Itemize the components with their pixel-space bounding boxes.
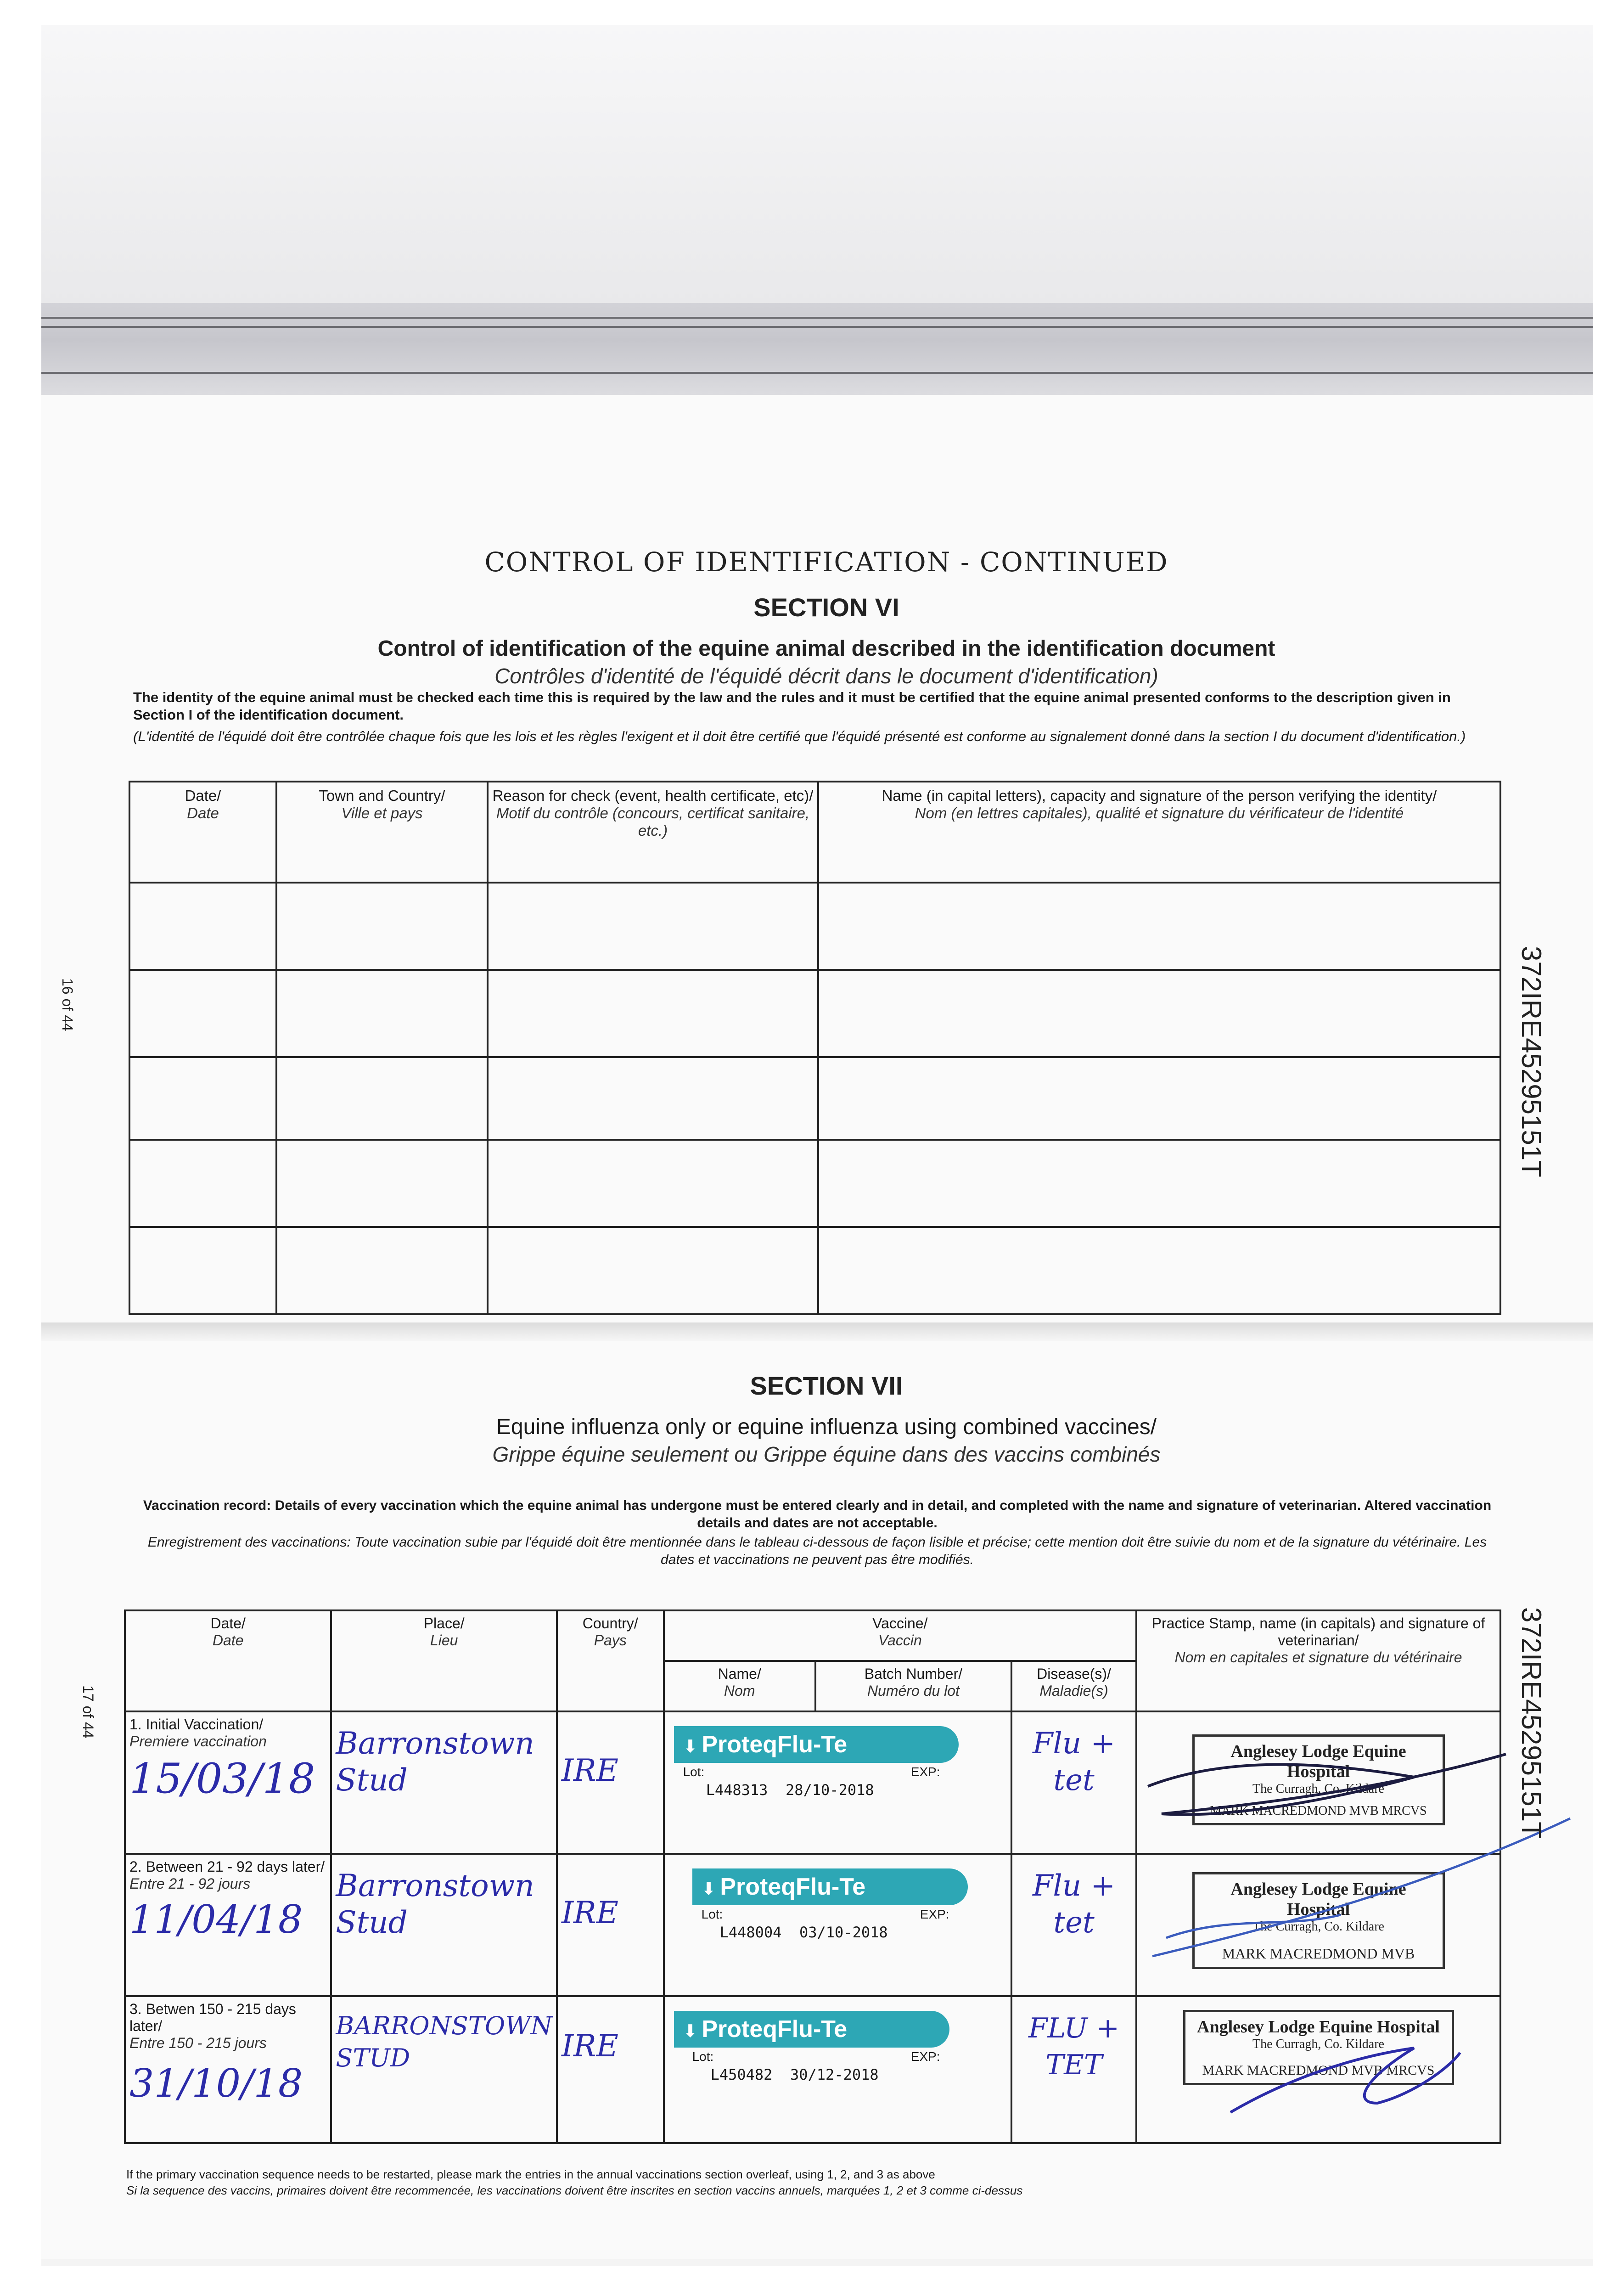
place-cell[interactable] bbox=[331, 1711, 557, 1854]
date-cell[interactable] bbox=[125, 1996, 331, 2143]
table-header-row bbox=[125, 1610, 1500, 1661]
vaccination-record-text-fr: Enregistrement des vaccinations: Toute vaccination subie par l'équidé doit être mentionnée dans le tableau ci-dessous de façon lisible et précise; cette mention doit être suivie du nom et de la signature du vétérinaire. Les dates et vaccinations ne peuvent pas être modifiés. bbox=[147, 1535, 1487, 1567]
row-label: 1. Initial Vaccination/ bbox=[129, 1716, 264, 1733]
section-subtitle-fr: Contrôles d'identité de l'équidé décrit dans le document d'identification) bbox=[494, 664, 1158, 688]
table-row[interactable] bbox=[129, 883, 1500, 970]
date-cell[interactable] bbox=[125, 1854, 331, 1996]
vaccine-label bbox=[692, 1868, 968, 1905]
lot-number: L448004 03/10-2018 bbox=[719, 1924, 888, 1941]
vaccine-arrow-icon: ⬇ bbox=[701, 1880, 716, 1899]
lot-exp-labels: Lot: EXP: bbox=[701, 1907, 949, 1921]
column-place: Place/ Lieu bbox=[331, 1610, 557, 1711]
page-number: 17 of 44 bbox=[80, 1685, 96, 1739]
row-label: 3. Betwen 150 - 215 days later/ bbox=[129, 2001, 296, 2034]
column-practice-stamp: Practice Stamp, name (in capitals) and signature of veterinarian/ Nom en capitales et signature du vétérinaire bbox=[1136, 1610, 1500, 1711]
expiry-date: 30/12-2018 bbox=[790, 2066, 879, 2083]
intro-text: The identity of the equine animal must be checked each time this is required by the law and the rules and it must be certified that the equine animal presented conforms to the description given in Section I of the identification document. bbox=[133, 689, 1451, 723]
lot-number: L450482 30/12-2018 bbox=[710, 2066, 879, 2083]
vaccine-name: ProteqFlu-Te bbox=[702, 1731, 848, 1758]
stamp-practice-name: Anglesey Lodge Equine Hospital bbox=[1230, 1880, 1406, 1919]
footnote: If the primary vaccination sequence needs to be restarted, please mark the entries in the annual vaccinations section overleaf, using 1, 2, and 3 as above bbox=[126, 2167, 935, 2181]
footnote-fr: Si la sequence des vaccins, primaires doivent être recommencée, les vaccinations doivent être inscrites en section vaccins annuels, marquées 1, 2 et 3 comme ci-dessus bbox=[126, 2183, 1023, 2197]
country-value: IRE bbox=[561, 1753, 618, 1788]
identity-check-table bbox=[129, 781, 1501, 1315]
vaccine-arrow-icon: ⬇ bbox=[683, 2022, 698, 2041]
place-value: Barronstown Stud bbox=[336, 1726, 534, 1798]
section-title: SECTION VII bbox=[750, 1371, 903, 1400]
expiry-date: 28/10-2018 bbox=[785, 1781, 874, 1799]
section-subtitle-fr: Grippe équine seulement ou Grippe équine dans des vaccins combinés bbox=[492, 1442, 1161, 1466]
column-batch: Batch Number/ Numéro du lot bbox=[815, 1661, 1011, 1711]
column-date: Date/ Date bbox=[129, 782, 276, 883]
place-value: Barronstown Stud bbox=[336, 1868, 534, 1940]
lot-exp-labels: Lot: EXP: bbox=[683, 1765, 940, 1779]
vaccine-label bbox=[674, 1726, 959, 1763]
column-disease: Disease(s)/ Maladie(s) bbox=[1011, 1661, 1136, 1711]
vaccine-name: ProteqFlu-Te bbox=[702, 2016, 848, 2043]
date-cell[interactable] bbox=[125, 1711, 331, 1854]
disease-value: Flu + tet bbox=[1033, 1869, 1116, 1940]
column-verifier: Name (in capital letters), capacity and signature of the person verifying the identity/ Nom (en lettres capitales), qualité et signature du vérificateur de l'identité bbox=[818, 782, 1500, 883]
place-cell[interactable] bbox=[331, 1996, 557, 2143]
binding-band bbox=[41, 303, 1593, 395]
table-row[interactable] bbox=[129, 970, 1500, 1057]
section-subtitle: Control of identification of the equine animal described in the identification document bbox=[377, 636, 1275, 661]
vaccination-date: 11/04/18 bbox=[129, 1897, 303, 1942]
row-label-fr: Premiere vaccination bbox=[129, 1733, 267, 1750]
stamp-vet-name: MARK MACREDMOND MVB MRCVS bbox=[1202, 2063, 1435, 2078]
column-country: Country/ Pays bbox=[557, 1610, 664, 1711]
vaccination-date: 15/03/18 bbox=[129, 1755, 315, 1803]
table-row[interactable] bbox=[129, 1057, 1500, 1140]
row-label-fr: Entre 21 - 92 jours bbox=[129, 1875, 251, 1892]
country-cell[interactable] bbox=[557, 1711, 664, 1854]
country-cell[interactable] bbox=[557, 1854, 664, 1996]
row-label-fr: Entre 150 - 215 jours bbox=[129, 2035, 267, 2051]
column-name: Name/ Nom bbox=[664, 1661, 815, 1711]
place-value: BARRONSTOWN STUD bbox=[336, 2011, 552, 2072]
lot-exp-labels: Lot: EXP: bbox=[692, 2049, 940, 2064]
vaccine-name: ProteqFlu-Te bbox=[720, 1874, 866, 1900]
column-vaccine: Vaccine/ Vaccin bbox=[664, 1610, 1136, 1661]
vaccine-label-cell[interactable] bbox=[664, 1854, 1011, 1996]
table-row[interactable] bbox=[129, 1227, 1500, 1314]
section-header: CONTROL OF IDENTIFICATION - CONTINUED bbox=[484, 546, 1168, 578]
column-date: Date/ Date bbox=[125, 1610, 331, 1711]
vaccine-label-cell[interactable] bbox=[664, 1996, 1011, 2143]
stamp-practice-name: Anglesey Lodge Equine Hospital bbox=[1230, 1742, 1406, 1781]
stamp-practice-name: Anglesey Lodge Equine Hospital bbox=[1197, 2017, 1440, 2037]
disease-value: FLU + TET bbox=[1028, 2012, 1120, 2081]
section-title: SECTION VI bbox=[753, 593, 899, 622]
vaccine-label-cell[interactable] bbox=[664, 1711, 1011, 1854]
country-value: IRE bbox=[561, 2028, 618, 2064]
vaccination-date: 31/10/18 bbox=[129, 2061, 303, 2106]
vaccine-arrow-icon: ⬇ bbox=[683, 1737, 698, 1756]
stamp-vet-name: MARK MACREDMOND MVB MRCVS bbox=[1210, 1804, 1427, 1818]
column-town-country: Town and Country/ Ville et pays bbox=[276, 782, 488, 883]
vaccine-label bbox=[674, 2011, 949, 2048]
page-number: 16 of 44 bbox=[59, 978, 76, 1031]
side-identifier: 372IRE45295151T bbox=[1516, 946, 1547, 1177]
intro-text-fr: (L'identité de l'équidé doit être contrôlée chaque fois que les lois et les règles l'exigent et il doit être certifié que l'équidé présenté est conforme au signalement donné dans la section I du document d'identification.) bbox=[133, 728, 1466, 744]
stamp-address: The Curragh, Co. Kildare bbox=[1252, 1782, 1384, 1796]
country-cell[interactable] bbox=[557, 1996, 664, 2143]
table-row[interactable] bbox=[129, 1140, 1500, 1227]
side-identifier: 372IRE45295151T bbox=[1516, 1607, 1547, 1839]
expiry-date: 03/10-2018 bbox=[799, 1924, 888, 1941]
stamp-address: The Curragh, Co. Kildare bbox=[1252, 1919, 1384, 1934]
stamp-vet-name: MARK MACREDMOND MVB bbox=[1222, 1945, 1415, 1962]
row-label: 2. Between 21 - 92 days later/ bbox=[129, 1858, 325, 1875]
section-subtitle: Equine influenza only or equine influenza using combined vaccines/ bbox=[496, 1415, 1157, 1439]
stamp-address: The Curragh, Co. Kildare bbox=[1252, 2037, 1384, 2051]
country-value: IRE bbox=[561, 1895, 618, 1930]
place-cell[interactable] bbox=[331, 1854, 557, 1996]
vaccination-record-text: Vaccination record: Details of every vaccination which the equine animal has undergone must be entered clearly and in detail, and completed with the name and signature of veterinarian. Altered vaccination details and dates are not acceptable. bbox=[143, 1498, 1492, 1531]
table-header-row bbox=[129, 782, 1500, 883]
top-blank-sheet bbox=[41, 25, 1593, 324]
disease-value: Flu + tet bbox=[1033, 1727, 1116, 1797]
page-fold bbox=[41, 1322, 1593, 1341]
column-reason: Reason for check (event, health certificate, etc)/ Motif du contrôle (concours, certificat sanitaire, etc.) bbox=[488, 782, 818, 883]
lot-number: L448313 28/10-2018 bbox=[706, 1781, 874, 1799]
